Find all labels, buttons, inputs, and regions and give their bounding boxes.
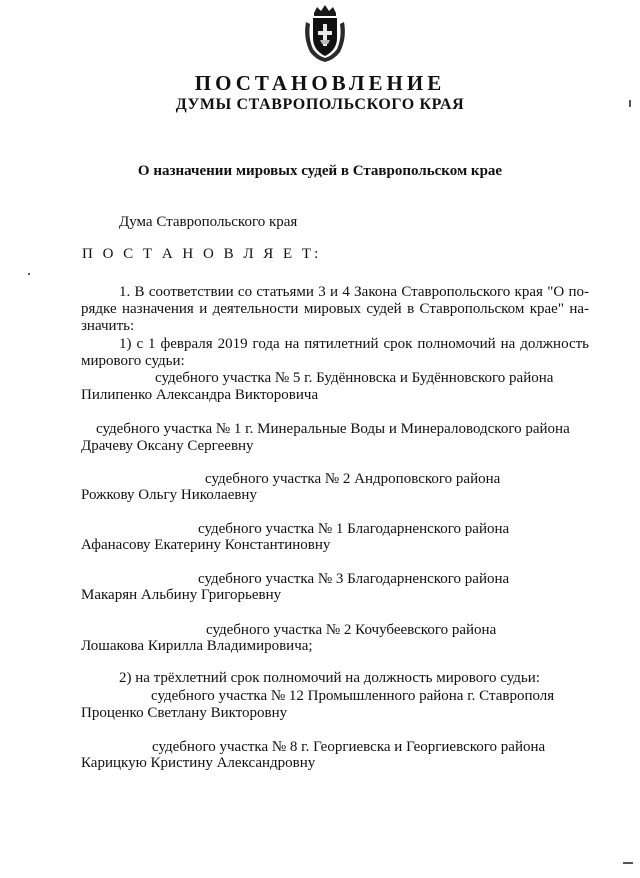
sub1-line2: мирового судьи:	[81, 353, 185, 369]
appointment-district: судебного участка № 1 г. Минеральные Воды и Минераловодского района	[96, 421, 570, 437]
resolution-heading: О назначении мировых судей в Ставропольском крае	[137, 163, 503, 179]
document-title: ПОСТАНОВЛЕНИЕ	[194, 71, 446, 95]
appointment-person: Проценко Светлану Викторовну	[81, 705, 288, 721]
item1-line1: 1. В соответствии со статьями 3 и 4 Закона Ставропольского края "О по-	[119, 284, 589, 300]
scan-speck	[28, 273, 30, 275]
appointment-person: Пилипенко Александра Викторовича	[81, 387, 319, 403]
appointment-district: судебного участка № 2 Андроповского района	[205, 471, 501, 487]
appointment-person: Афанасову Екатерину Константиновну	[81, 537, 331, 553]
appointment-person: Лошакова Кирилла Владимировича;	[81, 638, 313, 654]
decree-word: П О С Т А Н О В Л Я Е Т:	[82, 246, 322, 262]
intro-text: Дума Ставропольского края	[119, 214, 298, 230]
item1-line3: значить:	[81, 318, 135, 334]
appointment-district: судебного участка № 2 Кочубеевского района	[206, 622, 497, 638]
appointment-person: Драчеву Оксану Сергеевну	[81, 438, 254, 454]
item1-paragraph	[81, 284, 589, 335]
scan-speck	[629, 100, 631, 107]
appointment-person: Макарян Альбину Григорьевну	[81, 587, 282, 603]
sub2-text: 2) на трёхлетний срок полномочий на должность мирового судьи:	[119, 670, 540, 686]
sub1-line1: 1) с 1 февраля 2019 года на пятилетний срок полномочий на должность	[119, 336, 589, 352]
appointment-district: судебного участка № 8 г. Георгиевска и Георгиевского района	[152, 739, 546, 755]
document-subtitle: ДУМЫ СТАВРОПОЛЬСКОГО КРАЯ	[175, 96, 465, 113]
item1-line2: рядке назначения и деятельности мировых судей в Ставропольском крае" на-	[81, 301, 589, 317]
appointment-district: судебного участка № 1 Благодарненского района	[198, 521, 510, 537]
appointment-district: судебного участка № 12 Промышленного района г. Ставрополя	[151, 688, 555, 704]
sub1-paragraph	[81, 336, 589, 370]
scan-speck	[623, 862, 633, 864]
appointment-person: Рожкову Ольгу Николаевну	[81, 487, 257, 503]
coat-of-arms-emblem	[302, 4, 348, 64]
appointment-district: судебного участка № 3 Благодарненского района	[198, 571, 510, 587]
appointment-district: судебного участка № 5 г. Будённовска и Будённовского района	[155, 370, 554, 386]
appointment-person: Карицкую Кристину Александровну	[81, 755, 316, 771]
